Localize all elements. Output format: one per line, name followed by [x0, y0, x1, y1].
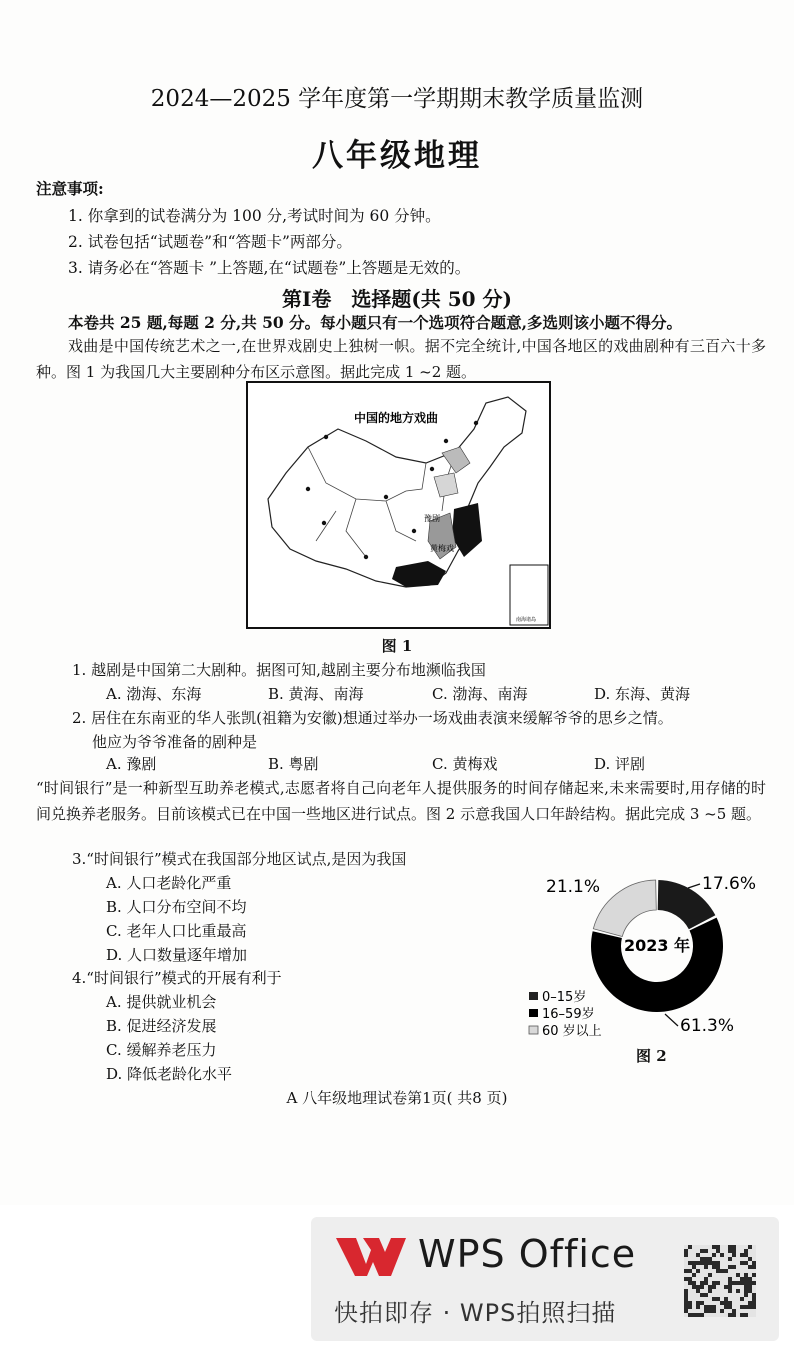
option: A. 提供就业机会: [106, 993, 217, 1011]
map-label-yuju: 豫剧: [424, 514, 440, 523]
section-instruction: 本卷共 25 题,每题 2 分,共 50 分。每小题只有一个选项符合题意,多选则该小题不得分。: [68, 313, 682, 332]
donut-slice-2: [593, 880, 656, 937]
legend-swatch-16-59: [529, 1009, 538, 1017]
question-stem: 4.“时间银行”模式的开展有利于: [72, 969, 282, 987]
legend-16-59: 16–59岁: [542, 1007, 595, 1022]
data-label-0-15: 17.6%: [702, 874, 757, 894]
question-stem: 2. 居住在东南亚的华人张凯(祖籍为安徽)想通过举办一场戏曲表演来缓解爷爷的思乡之情。: [72, 709, 673, 727]
section-title: 第Ⅰ卷 选择题(共 50 分): [281, 287, 513, 311]
option: A. 人口老龄化严重: [106, 874, 232, 892]
subject-title: 八年级地理: [312, 138, 482, 174]
option: D. 东海、黄海: [594, 685, 691, 703]
legend-swatch-0-15: [529, 992, 538, 1000]
figure1-caption: 图 1: [381, 637, 413, 655]
legend-60plus: 60 岁以上: [542, 1024, 602, 1039]
south-sea-inset: [510, 565, 548, 625]
notice-item: 1. 你拿到的试卷满分为 100 分,考试时间为 60 分钟。: [68, 207, 441, 225]
option: C. 缓解养老压力: [106, 1041, 217, 1059]
question-stem: 1. 越剧是中国第二大剧种。据图可知,越剧主要分布地濒临我国: [72, 661, 486, 679]
chart-center-title: 2023 年: [623, 936, 691, 955]
option: B. 粤剧: [268, 755, 319, 773]
option: B. 促进经济发展: [106, 1017, 217, 1035]
question-stem: 3.“时间银行”模式在我国部分地区试点,是因为我国: [72, 850, 407, 868]
legend-swatch-60plus: [529, 1026, 538, 1034]
option: C. 黄梅戏: [432, 755, 498, 773]
wps-tagline: 快拍即存 · WPS拍照扫描: [334, 1299, 617, 1327]
page-footer: A 八年级地理试卷第1页( 共8 页): [286, 1089, 508, 1107]
wps-brand-text: WPS Office: [418, 1232, 637, 1276]
legend-0-15: 0–15岁: [542, 990, 587, 1005]
option: B. 人口分布空间不均: [106, 898, 247, 916]
qr-code-icon: [684, 1245, 756, 1317]
option: D. 人口数量逐年增加: [106, 946, 248, 964]
option: D. 降低老龄化水平: [106, 1065, 233, 1083]
data-label-60plus: 21.1%: [546, 877, 601, 897]
passage-opera: 戏曲是中国传统艺术之一,在世界戏剧史上独树一帜。据不完全统计,中国各地区的戏曲剧种有三百六十多种。图 1 为我国几大主要剧种分布区示意图。据此完成 1 ~2 题。: [36, 337, 766, 381]
inset-label: 南海诸岛: [516, 617, 537, 623]
question-stem-cont: 他应为爷爷准备的剧种是: [92, 733, 258, 751]
option: A. 渤海、东海: [106, 685, 202, 703]
option: A. 豫剧: [106, 755, 157, 773]
option: C. 渤海、南海: [432, 685, 528, 703]
passage-time-bank: “时间银行”是一种新型互助养老模式,志愿者将自己向老年人提供服务的时间存储起来,未来需要时,用存储的时间兑换养老服务。目前该模式已在中国一些地区进行试点。图 2 示意我国人口年龄结构。据此完成 3 ~5 题。: [36, 779, 766, 823]
notice-item: 2. 试卷包括“试题卷”和“答题卡”两部分。: [68, 233, 352, 251]
opera-distribution-map: [246, 381, 551, 629]
notice-heading: 注意事项:: [36, 179, 104, 198]
option: B. 黄海、南海: [268, 685, 364, 703]
option: D. 评剧: [594, 755, 646, 773]
age-structure-chart: [520, 866, 776, 1072]
wps-logo-icon: [333, 1234, 409, 1280]
data-label-16-59: 61.3%: [680, 1016, 735, 1036]
exam-title: 2024—2025 学年度第一学期期末教学质量监测: [150, 86, 644, 112]
figure2-caption: 图 2: [636, 1047, 667, 1065]
map-title: 中国的地方戏曲: [354, 411, 439, 425]
option: C. 老年人口比重最高: [106, 922, 247, 940]
map-label-huangmeixi: 黄梅戏: [430, 544, 454, 553]
notice-item: 3. 请务必在“答题卡 ”上答题,在“试题卷”上答题是无效的。: [68, 259, 471, 277]
